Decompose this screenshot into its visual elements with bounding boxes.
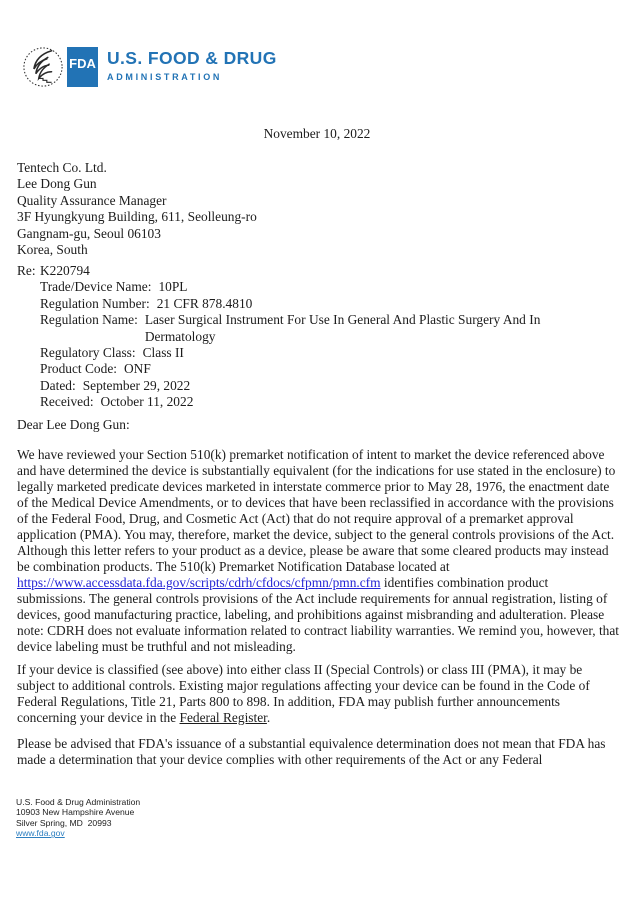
field-value: Laser Surgical Instrument For Use In General And Plastic Surgery And In Dermatology xyxy=(144,312,541,344)
field-regulatory-class xyxy=(40,345,558,361)
field-value: September 29, 2022 xyxy=(82,377,191,393)
recipient-country: Korea, South xyxy=(17,242,88,258)
field-received xyxy=(40,394,558,410)
re-label: Re: xyxy=(17,263,36,278)
field-trade-device-name xyxy=(40,279,558,295)
re-line xyxy=(17,263,558,279)
body-paragraph-3 xyxy=(17,736,620,768)
re-block xyxy=(17,263,558,411)
footer-street: 10903 New Hampshire Avenue xyxy=(16,807,135,818)
body-paragraph-2 xyxy=(17,662,620,726)
field-label: Dated: xyxy=(40,377,76,393)
field-label: Received: xyxy=(40,394,94,410)
agency-title xyxy=(107,48,277,82)
field-label: Regulation Name: xyxy=(40,312,138,328)
recipient-street: 3F Hyungkyung Building, 611, Seolleung-ro xyxy=(17,209,257,225)
recipient-title: Quality Assurance Manager xyxy=(17,192,167,208)
agency-title-line1: U.S. FOOD & DRUG xyxy=(107,48,277,68)
field-label: Regulation Number: xyxy=(40,295,150,311)
agency-footer xyxy=(16,797,140,839)
field-label: Product Code: xyxy=(40,361,117,377)
hhs-eagle-icon xyxy=(22,45,64,89)
fda-gov-link[interactable]: www.fda.gov xyxy=(16,828,65,839)
field-regulation-name xyxy=(40,312,558,345)
salutation: Dear Lee Dong Gun: xyxy=(17,417,130,432)
field-value: Class II xyxy=(142,345,184,361)
field-value: ONF xyxy=(124,361,151,377)
recipient-address xyxy=(17,160,257,258)
paragraph-text: Please be advised that FDA's issuance of a substantial equivalence determination does not mean that FDA has made a determination that your device complies with other requirements of the Act or any Federal xyxy=(17,736,606,767)
paragraph-text: identifies combination product submissions. The general controls provisions of the Act include requirements for annual registration, listing of devices, good manufacturing practice, labeling, and prohibitions against misbranding and adulteration. Please note: CDRH does not evaluate information related to contract liability warranties. We remind you, however, that device labeling must be truthful and not misleading. xyxy=(17,575,620,654)
letterhead xyxy=(22,45,277,89)
field-dated xyxy=(40,378,558,394)
field-product-code xyxy=(40,361,558,377)
paragraph-text: We have reviewed your Section 510(k) premarket notification of intent to market the device referenced above and have determined the device is substantially equivalent (for the indications for use stated in the enclosure) to legally marketed predicate devices marketed in interstate commerce prior to May 28, 1976, the enactment date of the Medical Device Amendments, or to devices that have been reclassified in accordance with the provisions of the Federal Food, Drug, and Cosmetic Act (Act) that do not require approval of a premarket approval application (PMA). You may, therefore, market the device, subject to the general controls provisions of the Act. Although this letter refers to your product as a device, please be aware that some cleared products may instead be combination products. The 510(k) Premarket Notification Database located at xyxy=(17,447,616,574)
body-paragraph-1 xyxy=(17,447,620,655)
fda-logo-text: FDA xyxy=(69,55,96,71)
footer-city: Silver Spring, MD 20993 xyxy=(16,817,112,828)
recipient-city: Gangnam-gu, Seoul 06103 xyxy=(17,225,161,241)
fda-logo xyxy=(67,47,98,87)
field-regulation-number xyxy=(40,296,558,312)
paragraph-text: If your device is classified (see above) into either class II (Special Controls) or class III (PMA), it may be subject to additional controls. Existing major regulations affecting your device can be found in the Code of Federal Regulations, Title 21, Parts 800 to 898. In addition, FDA may publish further announcements concerning your device in the xyxy=(17,662,590,725)
paragraph-text: . xyxy=(266,710,271,725)
letter-date: November 10, 2022 xyxy=(263,126,371,141)
field-label: Trade/Device Name: xyxy=(40,279,152,295)
federal-register-reference: Federal Register xyxy=(179,710,267,725)
agency-title-line2: ADMINISTRATION xyxy=(107,72,223,82)
pmn-database-link[interactable]: https://www.accessdata.fda.gov/scripts/cdrh/cfdocs/cfpmn/pmn.cfm xyxy=(17,575,381,590)
field-value: 21 CFR 878.4810 xyxy=(156,295,253,311)
field-value: 10PL xyxy=(158,279,188,295)
field-label: Regulatory Class: xyxy=(40,345,136,361)
footer-agency-name: U.S. Food & Drug Administration xyxy=(16,797,141,807)
field-value: October 11, 2022 xyxy=(100,394,194,410)
recipient-company: Tentech Co. Ltd. xyxy=(17,160,107,175)
re-fields xyxy=(17,279,558,410)
k-number: K220794 xyxy=(40,263,90,278)
recipient-name: Lee Dong Gun xyxy=(17,176,97,192)
